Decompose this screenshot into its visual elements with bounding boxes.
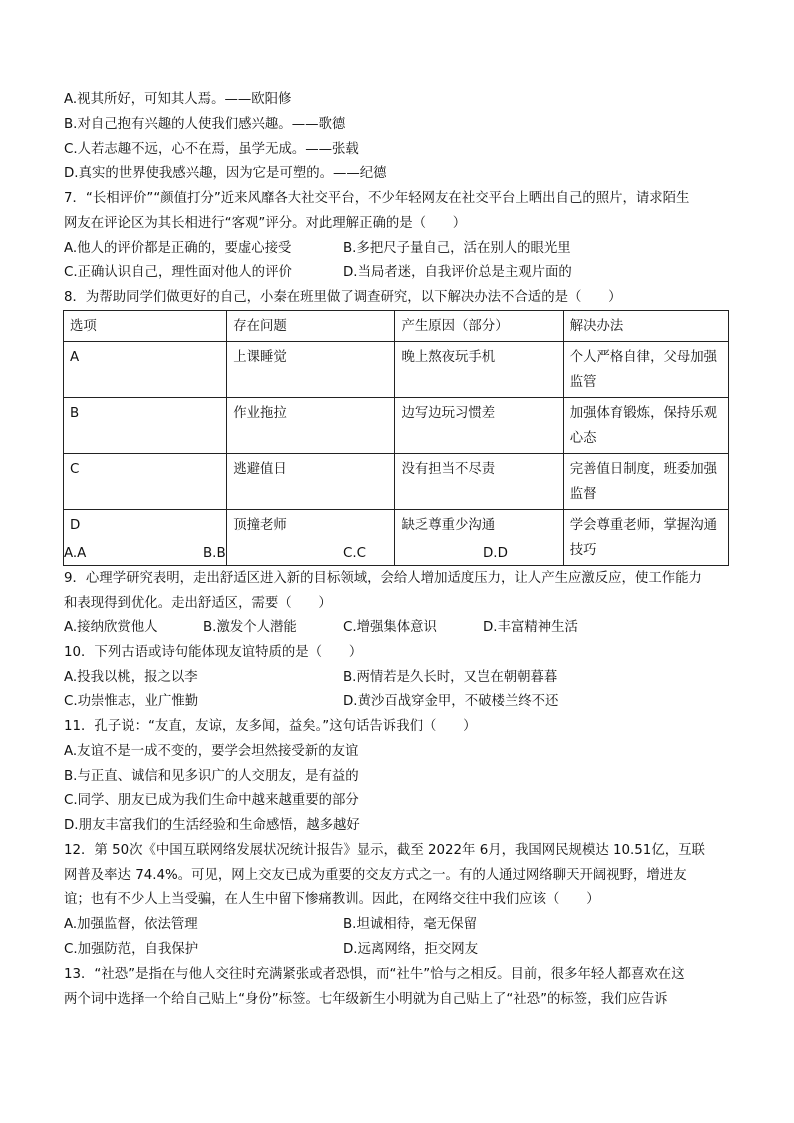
table-cell: 上课睡觉	[227, 342, 395, 398]
q6-option-b: B.对自己抱有兴趣的人使我们感兴趣。——歌德	[64, 117, 346, 132]
q10-option-d: D.黄沙百战穿金甲，不破楼兰终不还	[343, 694, 559, 709]
q8-option-a: A.A	[64, 546, 87, 561]
q11-stem: 11．孔子说：“友直，友谅，友多闻，益矣。”这句话告诉我们（ ）	[64, 719, 477, 734]
q10-option-a: A.投我以桃，报之以李	[64, 670, 198, 685]
table-header-row	[64, 311, 729, 342]
table-row	[64, 510, 729, 566]
table-row	[64, 342, 729, 398]
q11-option-a: A.友谊不是一成不变的，要学会坦然接受新的友谊	[64, 744, 359, 759]
table-header-cell: 解决办法	[563, 311, 728, 342]
q7-stem-line2: 网友在评论区为其长相进行“客观”评分。对此理解正确的是（ ）	[64, 216, 467, 231]
table-cell: 个人严格自律，父母加强监管	[563, 342, 728, 398]
q11-option-d: D.朋友丰富我们的生活经验和生命感悟，越多越好	[64, 818, 360, 833]
table-cell: C	[64, 454, 227, 510]
table-cell: 缺乏尊重少沟通	[395, 510, 563, 566]
q10-option-c: C.功崇惟志，业广惟勤	[64, 694, 199, 709]
q12-stem-line3: 谊；也有不少人上当受骗，在人生中留下惨痛教训。因此，在网络交往中我们应该（ ）	[64, 892, 600, 907]
q10-option-b: B.两情若是久长时，又岂在朝朝暮暮	[343, 670, 558, 685]
q9-option-d: D.丰富精神生活	[483, 620, 578, 635]
q12-option-d: D.远离网络，拒交网友	[343, 942, 479, 957]
q7-option-a: A.他人的评价都是正确的，要虚心接受	[64, 241, 292, 256]
q6-option-c: C.人若志趣不远，心不在焉，虽学无成。——张载	[64, 142, 359, 157]
table-header-cell: 选项	[64, 311, 227, 342]
table-cell: 边写边玩习惯差	[395, 398, 563, 454]
table-cell: 没有担当不尽责	[395, 454, 563, 510]
q7-option-d: D.当局者迷，自我评价总是主观片面的	[343, 265, 572, 280]
q9-option-a: A.接纳欣赏他人	[64, 620, 158, 635]
table-header-cell: 存在问题	[227, 311, 395, 342]
q6-option-d: D.真实的世界使我感兴趣，因为它是可塑的。——纪德	[64, 166, 387, 181]
q8-stem: 8．为帮助同学们做更好的自己，小秦在班里做了调查研究，以下解决办法不合适的是（ ）	[64, 290, 622, 305]
table-cell: 逃避值日	[227, 454, 395, 510]
table-cell: A	[64, 342, 227, 398]
table-cell: 学会尊重老师，掌握沟通技巧	[563, 510, 728, 566]
table-cell: D	[64, 510, 227, 566]
q13-stem-line2: 两个词中选择一个给自己贴上“身份”标签。七年级新生小明就为自己贴上了“社恐”的标签，我们应告诉	[64, 992, 668, 1007]
q8-option-b: B.B	[203, 546, 226, 561]
table-header-cell: 产生原因（部分）	[395, 311, 563, 342]
table-row	[64, 398, 729, 454]
q12-option-c: C.加强防范，自我保护	[64, 942, 199, 957]
q6-option-a: A.视其所好，可知其人焉。——欧阳修	[64, 92, 292, 107]
q12-option-b: B.坦诚相待，毫无保留	[343, 917, 477, 932]
q12-stem-line2: 网普及率达 74.4%。可见，网上交友已成为重要的交友方式之一。有的人通过网络聊天开阔视野，增进友	[64, 868, 687, 883]
q7-option-c: C.正确认识自己，理性面对他人的评价	[64, 265, 292, 280]
q10-stem: 10．下列古语或诗句能体现友谊特质的是（ ）	[64, 645, 363, 660]
q8-table	[63, 310, 729, 566]
q7-stem-line1: 7．“长相评价”“颜值打分”近来风靡各大社交平台，不少年轻网友在社交平台上晒出自己的照片，请求陌生	[64, 191, 690, 206]
table-row	[64, 454, 729, 510]
q8-option-c: C.C	[343, 546, 366, 561]
q7-option-b: B.多把尺子量自己，活在别人的眼光里	[343, 241, 571, 256]
table-cell: 晚上熬夜玩手机	[395, 342, 563, 398]
q8-option-d: D.D	[483, 546, 508, 561]
table-cell: 顶撞老师	[227, 510, 395, 566]
q9-option-b: B.激发个人潜能	[203, 620, 297, 635]
q12-stem-line1: 12．第 50次《中国互联网络发展状况统计报告》显示，截至 2022年 6月，我国网民规模达 10.51亿，互联	[64, 843, 705, 858]
q9-option-c: C.增强集体意识	[343, 620, 437, 635]
table-cell: 加强体育锻炼，保持乐观心态	[563, 398, 728, 454]
q9-stem-line2: 和表现得到优化。走出舒适区，需要（ ）	[64, 596, 332, 611]
q13-stem-line1: 13．“社恐”是指在与他人交往时充满紧张或者恐惧，而“社牛”恰与之相反。目前，很多年轻人都喜欢在这	[64, 967, 685, 982]
q12-option-a: A.加强监督，依法管理	[64, 917, 198, 932]
table-cell: 完善值日制度，班委加强监督	[563, 454, 728, 510]
table-cell: B	[64, 398, 227, 454]
q9-stem-line1: 9．心理学研究表明，走出舒适区进入新的目标领域，会给人增加适度压力，让人产生应激反应，使工作能力	[64, 571, 702, 586]
q11-option-c: C.同学、朋友已成为我们生命中越来越重要的部分	[64, 793, 359, 808]
q11-option-b: B.与正直、诚信和见多识广的人交朋友，是有益的	[64, 769, 359, 784]
table-cell: 作业拖拉	[227, 398, 395, 454]
